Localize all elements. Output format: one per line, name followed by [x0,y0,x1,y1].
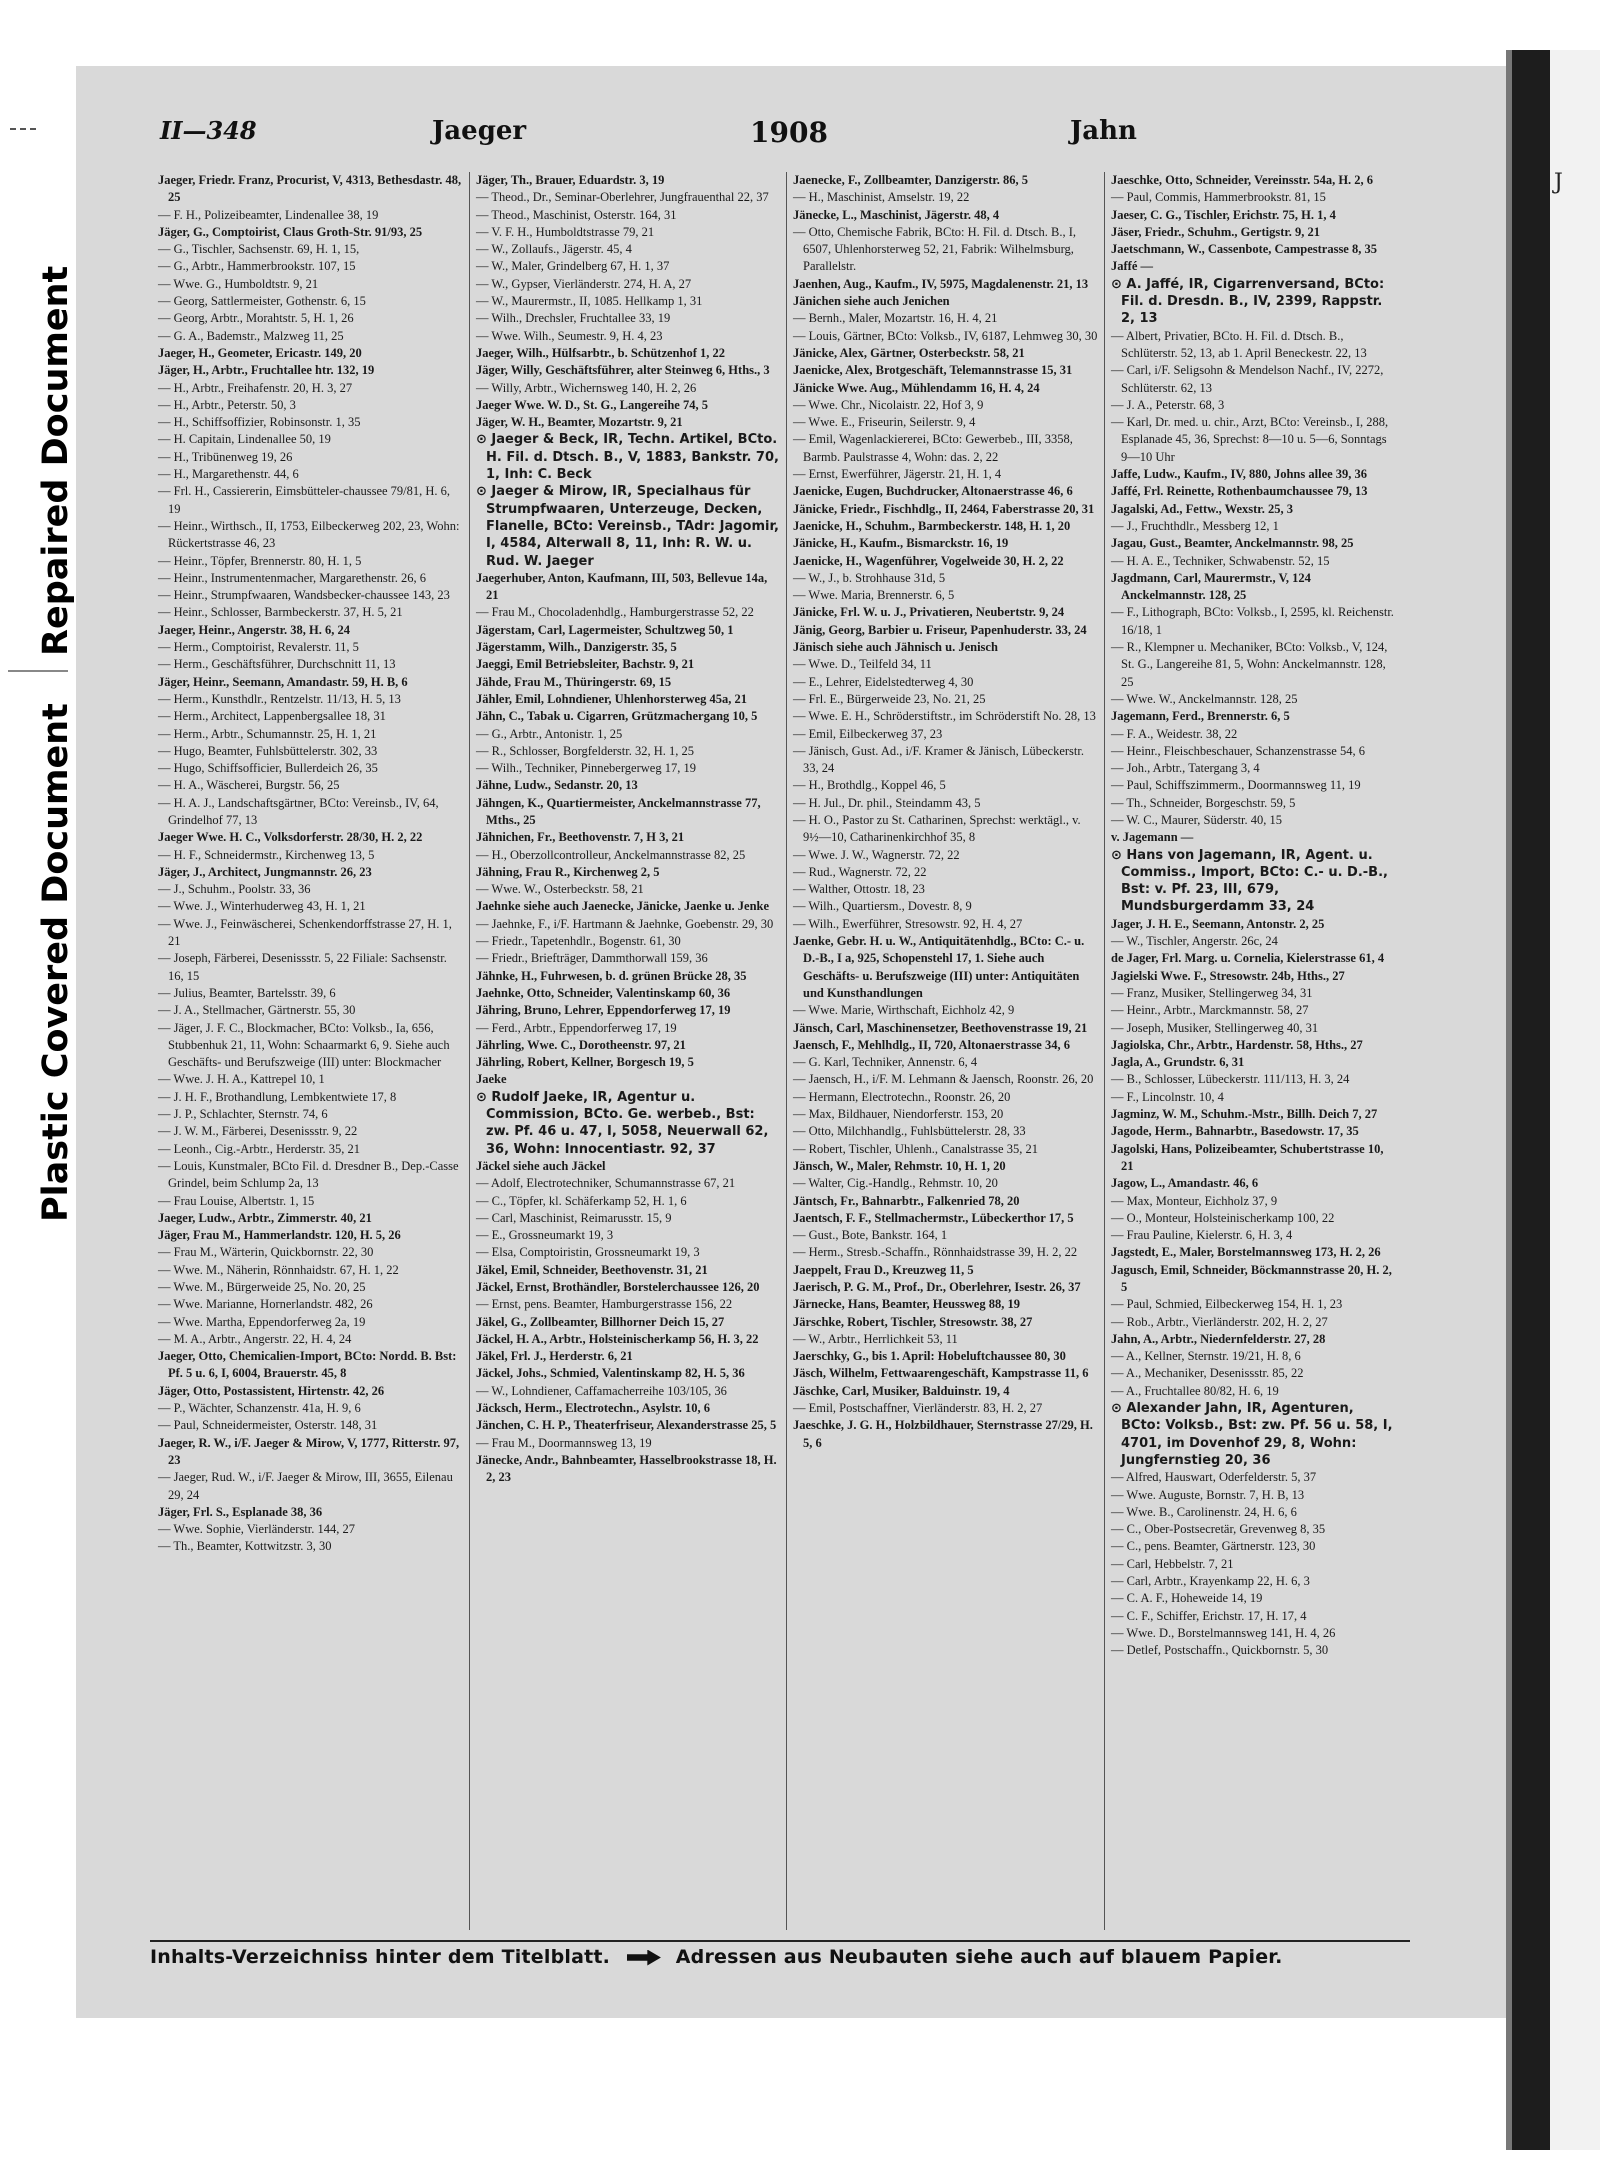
directory-entry: Jaenicke, Alex, Brotgeschäft, Telemannstrasse 15, 31 [793,363,1073,378]
directory-entry: Jäcksch, Herm., Electrotechn., Asylstr. 10, 6 [476,1401,711,1416]
directory-entry: Jäckel, Ernst, Brothändler, Borstelerchaussee 126, 20 [476,1280,760,1294]
directory-entry: — Willy, Arbtr., Wichernsweg 140, H. 2, 26 [476,380,697,395]
directory-entry: — Rob., Arbtr., Vierländerstr. 202, H. 2, 27 [1111,1314,1328,1329]
directory-entry: — Walter, Cig.-Handlg., Rehmstr. 10, 20 [793,1176,998,1191]
directory-entry: Jaeggi, Emil Betriebsleiter, Bachstr. 9, 21 [476,657,695,672]
directory-entry: — Georg, Sattlermeister, Gothenstr. 6, 15 [158,294,366,309]
directory-entry: — Wilh., Drechsler, Fruchtallee 33, 19 [476,311,671,326]
page-footer [150,1940,1410,1968]
directory-column-3 [786,172,1104,1930]
directory-entry: — Carl, Maschinist, Reimarusstr. 15, 9 [476,1210,672,1225]
directory-entry: Jagau, Gust., Beamter, Anckelmannstr. 98, 25 [1111,536,1354,551]
directory-entry: — Herm., Kunsthdlr., Rentzelstr. 11/13, H. 5, 13 [158,691,401,706]
directory-entry: — H. A. J., Landschaftsgärtner, BCto: Vereinsb., IV, 64, Grindelhof 77, 13 [158,795,439,827]
directory-entry: Jänsch, W., Maler, Rehmstr. 10, H. 1, 20 [793,1158,1006,1173]
directory-entry: — Wwe. W., Osterbeckstr. 58, 21 [476,882,644,897]
directory-column-4 [1104,172,1400,1930]
directory-entry: Jagminz, W. M., Schuhm.-Mstr., Billh. Deich 7, 27 [1111,1107,1378,1122]
directory-entry: — Wwe. Maria, Brennerstr. 6, 5 [793,588,955,603]
directory-entry: — J. A., Peterstr. 68, 3 [1111,397,1225,412]
directory-entry: — Paul, Schmied, Eilbeckerweg 154, H. 1, 23 [1111,1297,1343,1312]
directory-entry: — H., Arbtr., Peterstr. 50, 3 [158,397,296,412]
directory-entry: Jäschke, Carl, Musiker, Balduinstr. 19, 4 [793,1383,1010,1398]
directory-entry: — Herm., Architect, Lappenbergsallee 18, 31 [158,709,386,724]
directory-entry: — Heinr., Arbtr., Marckmannstr. 58, 27 [1111,1003,1309,1018]
directory-entry: — Paul, Schneidermeister, Osterstr. 148, 31 [158,1418,378,1433]
directory-column-1 [152,172,469,1930]
pointing-hand-icon [627,1950,661,1966]
directory-entry: — V. F. H., Humboldtstrasse 79, 21 [476,224,655,239]
directory-entry: Jaetschmann, W., Cassenbote, Campestrasse 8, 35 [1111,242,1377,257]
directory-entry: Jäser, Friedr., Schuhm., Gertigstr. 9, 21 [1111,224,1321,239]
directory-entry: — H. O., Pastor zu St. Catharinen, Sprechst: werktägl., v. 9½—10, Catharinenkirchhof 35, 8 [793,812,1081,845]
firm-entry: ⊙ Hans von Jagemann, IR, Agent. u. Commiss., Import, BCto: C.- u. D.-B., Bst: v. Pf. 23, III, 679, Mundsburgerdamm 33, 24 [1111,847,1388,915]
footer-line [150,1946,1410,1968]
directory-entry: Jaenecke, F., Zollbeamter, Danzigerstr. 86, 5 [793,173,1029,187]
directory-entry: — O., Monteur, Holsteinischerkamp 100, 22 [1111,1210,1335,1225]
divider [8,670,68,672]
directory-entry: Jährling, Wwe. C., Dorotheenstr. 97, 21 [476,1037,686,1052]
directory-entry: — Herm., Arbtr., Schumannstr. 25, H. 1, 21 [158,726,377,741]
directory-entry: — F. A., Weidestr. 38, 22 [1111,726,1238,741]
directory-entry: Jagdmann, Carl, Maurermstr., V, 124 Anckelmannstr. 128, 25 [1111,570,1311,603]
directory-entry: — Gust., Bote, Bankstr. 164, 1 [793,1228,948,1243]
directory-entry: Jahn, A., Arbtr., Niedernfelderstr. 27, 28 [1111,1331,1326,1346]
directory-entry: — Wwe. G., Humboldtstr. 9, 21 [158,276,319,291]
directory-entry: Jaensch, F., Mehlhdlg., II, 720, Altonaerstrasse 34, 6 [793,1037,1070,1052]
directory-entry: — Ernst, Ewerführer, Jägerstr. 21, H. 1, 4 [793,467,1002,482]
firm-entry: ⊙ A. Jaffé, IR, Cigarrenversand, BCto: Fil. d. Dresdn. B., IV, 2399, Rappstr. 2, 13 [1111,276,1385,327]
firm-entry: ⊙ Jaeger & Mirow, IR, Specialhaus für Strumpfwaaren, Unterzeuge, Decken, Flanelle, BCto: Vereinsb., TAdr: Jagomir, I, 4584, Alterwall 8, 11, Inh: R. W. u. Rud. W. Jaeger [476,484,779,569]
directory-entry: Jänicke, Alex, Gärtner, Osterbeckstr. 58, 21 [793,345,1025,360]
directory-entry: Jaentsch, F. F., Stellmachermstr., Lübeckerthor 17, 5 [793,1210,1074,1225]
directory-entry: — Friedr., Tapetenhdlr., Bogenstr. 61, 30 [476,934,681,949]
directory-entry: — Theod., Maschinist, Osterstr. 164, 31 [476,207,677,222]
directory-entry: — H. F., Schneidermstr., Kirchenweg 13, 5 [158,847,375,862]
directory-entry: Jäger, Th., Brauer, Eduardstr. 3, 19 [476,173,665,187]
directory-entry: — Detlef, Postschaffn., Quickbornstr. 5, 30 [1111,1643,1329,1658]
directory-entry: — H. Jul., Dr. phil., Steindamm 43, 5 [793,795,981,810]
directory-entry: — Heinr., Schlosser, Barmbeckerstr. 37, H. 5, 21 [158,605,403,620]
directory-entry: — Carl, Arbtr., Krayenkamp 22, H. 6, 3 [1111,1574,1310,1589]
directory-entry: Jähler, Emil, Lohndiener, Uhlenhorsterweg 45a, 21 [476,691,747,706]
directory-entry: — Otto, Chemische Fabrik, BCto: H. Fil. d. Dtsch. B., I, 6507, Uhlenhorsterweg 52, 21, Fabrik: Wilhelmsburg, Parallelstr. [793,224,1076,274]
directory-column-2 [469,172,786,1930]
directory-entry: Järnecke, Hans, Beamter, Heussweg 88, 19 [793,1297,1020,1312]
directory-entry: Jäger, Frau M., Hammerlandstr. 120, H. 5, 26 [158,1228,401,1243]
directory-entry: — W., Tischler, Angerstr. 26c, 24 [1111,934,1278,949]
directory-entry: — Wwe. J. W., Wagnerstr. 72, 22 [793,847,960,862]
directory-entry: — Heinr., Strumpfwaaren, Wandsbecker-chaussee 143, 23 [158,588,450,603]
directory-entry: — Heinr., Töpfer, Brennerstr. 80, H. 1, 5 [158,553,362,568]
directory-columns [152,172,1400,1930]
directory-entry: — Frau Pauline, Kielerstr. 6, H. 3, 4 [1111,1228,1293,1243]
directory-entry: Jaeger Wwe. W. D., St. G., Langereihe 74, 5 [476,397,708,412]
directory-entry: Jänicke, Friedr., Fischhdlg., II, 2464, Faberstrasse 20, 31 [793,501,1095,516]
directory-entry: — Leonh., Cig.-Arbtr., Herderstr. 35, 21 [158,1141,361,1156]
directory-entry: Jähn, C., Tabak u. Cigarren, Grützmachergang 10, 5 [476,709,758,724]
directory-entry: — H., Arbtr., Freihafenstr. 20, H. 3, 27 [158,380,353,395]
scan-binding-edge [1512,50,1550,2150]
directory-entry: Jänicke, H., Kaufm., Bismarckstr. 16, 19 [793,536,1009,551]
directory-entry: Jäger, Frl. S., Esplanade 38, 36 [158,1504,323,1519]
directory-entry: — Elsa, Comptoiristin, Grossneumarkt 19, 3 [476,1245,700,1260]
directory-entry: Jägerstamm, Wilh., Danzigerstr. 35, 5 [476,640,677,655]
directory-entry: — Jäger, J. F. C., Blockmacher, BCto: Volksb., Ia, 656, Stubbenhuk 21, 11, Wohn: Schaarmarkt 6, 9. Siehe auch Geschäfts- und Berufszweige (III) unter: Blockmacher [158,1020,450,1070]
directory-entry: — Frau M., Chocoladenhdlg., Hamburgerstrasse 52, 22 [476,605,754,620]
directory-entry: — Rud., Wagnerstr. 72, 22 [793,864,927,879]
directory-entry: Jaeger, Friedr. Franz, Procurist, V, 4313, Bethesdastr. 48, 25 [158,173,462,205]
directory-entry: Jäger, W. H., Beamter, Mozartstr. 9, 21 [476,415,683,430]
directory-entry: — H., Schiffsoffizier, Robinsonstr. 1, 35 [158,415,361,430]
directory-entry: — Wwe. J., Winterhuderweg 43, H. 1, 21 [158,899,366,914]
directory-entry: — Otto, Milchhandlg., Fuhlsbüttelerstr. 28, 33 [793,1124,1026,1139]
directory-entry: — Herm., Comptoirist, Revalerstr. 11, 5 [158,640,359,655]
directory-entry: — Th., Beamter, Kottwitzstr. 3, 30 [158,1539,332,1554]
directory-entry: — W., Gypser, Vierländerstr. 274, H. A, 27 [476,276,692,291]
directory-entry: — J. W. M., Färberei, Desenissstr. 9, 22 [158,1124,358,1139]
directory-entry: Jagode, Herm., Bahnarbtr., Basedowstr. 17, 35 [1111,1124,1359,1139]
directory-entry: — J. H. F., Brothandlung, Lembkentwiete 17, 8 [158,1089,397,1104]
directory-entry: — C. F., Schiffer, Erichstr. 17, H. 17, 4 [1111,1608,1307,1623]
directory-entry: — J., Schuhm., Poolstr. 33, 36 [158,882,311,897]
directory-entry: — J. A., Stellmacher, Gärtnerstr. 55, 30 [158,1003,356,1018]
directory-entry: — W., Zollaufs., Jägerstr. 45, 4 [476,242,632,257]
directory-entry: Jaenicke, H., Wagenführer, Vogelweide 30, H. 2, 22 [793,553,1064,568]
directory-entry: — H., Brothdlg., Koppel 46, 5 [793,778,946,793]
directory-entry: Jagolski, Hans, Polizeibeamter, Schubertstrasse 10, 21 [1111,1141,1384,1173]
directory-entry: Jäger, Heinr., Seemann, Amandastr. 59, H. B, 6 [158,674,408,689]
directory-entry: — M. A., Arbtr., Angerstr. 22, H. 4, 24 [158,1331,352,1346]
directory-entry: — Frau M., Doormannsweg 13, 19 [476,1435,652,1450]
directory-entry: Jagalski, Ad., Fettw., Wexstr. 25, 3 [1111,501,1293,516]
directory-entry: — Ernst, pens. Beamter, Hamburgerstrasse 156, 22 [476,1297,733,1312]
directory-entry: — Max, Monteur, Eichholz 37, 9 [1111,1193,1278,1208]
directory-entry: Jähring, Bruno, Lehrer, Eppendorferweg 17, 19 [476,1003,731,1018]
directory-entry: — Emil, Wagenlackiererei, BCto: Gewerbeb., III, 3358, Barmb. Paulstrasse 4, Wohn: das. 2, 22 [793,432,1073,464]
directory-entry: — B., Schlosser, Lübeckerstr. 111/113, H. 3, 24 [1111,1072,1350,1087]
directory-entry: — W., Arbtr., Herrlichkeit 53, 11 [793,1331,958,1346]
directory-entry: — Friedr., Briefträger, Dammthorwall 159, 36 [476,951,708,966]
directory-entry: — Wilh., Ewerführer, Stresowstr. 92, H. 4, 27 [793,916,1023,931]
directory-entry: — Carl, i/F. Seligsohn & Mendelson Nachf., IV, 2272, Schlüterstr. 62, 13 [1111,363,1384,395]
directory-entry: — Georg, Arbtr., Morahtstr. 5, H. 1, 26 [158,311,354,326]
directory-entry: — Wwe. J., Feinwäscherei, Schenkendorffstrasse 27, H. 1, 21 [158,916,452,949]
next-page-strip [1550,50,1600,2150]
directory-entry: — C., Töpfer, kl. Schäferkamp 52, H. 1, 6 [476,1193,687,1208]
directory-entry: — Emil, Postschaffner, Vierländerstr. 83, H. 2, 27 [793,1401,1043,1416]
directory-entry: — Albert, Privatier, BCto. H. Fil. d. Dtsch. B., Schlüterstr. 52, 13, ab 1. April Beneckestr. 22, 13 [1111,328,1367,360]
directory-entry: Jaeppelt, Frau D., Kreuzweg 11, 5 [793,1262,974,1277]
directory-entry: Jaeke [476,1072,507,1087]
firm-entry: ⊙ Rudolf Jaeke, IR, Agentur u. Commission, BCto. Ge. werbeb., Bst: zw. Pf. 46 u. 47, I, 5058, Neuerwall 62, 36, Wohn: Innocentiastr. 92, 37 [476,1089,769,1157]
directory-entry: — Wilh., Techniker, Pinnebergerweg 17, 19 [476,761,696,776]
directory-entry: Jänecke, L., Maschinist, Jägerstr. 48, 4 [793,207,1000,222]
directory-entry: — E., Grossneumarkt 19, 3 [476,1228,614,1243]
directory-entry: — Adolf, Electrotechniker, Schumannstrasse 67, 21 [476,1176,736,1191]
directory-entry: — Jaeger, Rud. W., i/F. Jaeger & Mirow, III, 3655, Eilenau 29, 24 [158,1470,453,1502]
directory-entry: — F. H., Polizeibeamter, Lindenallee 38, 19 [158,207,379,222]
directory-entry: — Heinr., Wirthsch., II, 1753, Eilbeckerweg 202, 23, Wohn: Rückertstrasse 46, 23 [158,518,460,551]
directory-entry: — Hermann, Electrotechn., Roonstr. 26, 20 [793,1089,1011,1104]
directory-entry: — Wwe. J. H. A., Kattrepel 10, 1 [158,1072,325,1087]
directory-entry: — Jaensch, H., i/F. M. Lehmann & Jaensch, Roonstr. 26, 20 [793,1072,1094,1087]
directory-entry: — Wwe. B., Carolinenstr. 24, H. 6, 6 [1111,1504,1297,1519]
directory-entry: Jaeger Wwe. H. C., Volksdorferstr. 28/30, H. 2, 22 [158,830,423,845]
page-header [150,116,1420,156]
directory-entry: — Wwe. Martha, Eppendorferweg 2a, 19 [158,1314,366,1329]
directory-entry: — H., Tribünenweg 19, 26 [158,449,293,464]
directory-entry: — Heinr., Fleischbeschauer, Schanzenstrasse 54, 6 [1111,743,1365,758]
footer-contents-note: Inhalts-Verzeichniss hinter dem Titelblatt. [150,1946,611,1968]
directory-entry: Jänecke, Andr., Bahnbeamter, Hasselbrookstrasse 18, H. 2, 23 [476,1452,777,1485]
directory-entry: Jäntsch, Fr., Bahnarbtr., Falkenried 78, 20 [793,1193,1020,1208]
repaired-document-label: Repaired Document [36,265,76,656]
next-page-glyph: J [1554,170,1563,195]
directory-entry: Jagiolska, Chr., Arbtr., Hardenstr. 58, Hths., 27 [1111,1037,1363,1052]
directory-entry: — W., Lohndiener, Caffamacherreihe 103/105, 36 [476,1383,727,1398]
directory-entry: Jäger, J., Architect, Jungmannstr. 26, 23 [158,864,372,879]
directory-entry: Jaenicke, H., Schuhm., Barmbeckerstr. 148, H. 1, 20 [793,518,1071,533]
directory-entry: — Wwe. D., Borstelmannsweg 141, H. 4, 26 [1111,1625,1336,1640]
dashed-rule [10,128,36,130]
directory-entry: Jäger, H., Arbtr., Fruchtallee htr. 132, 19 [158,363,375,378]
directory-entry: Jager, J. H. E., Seemann, Antonstr. 2, 25 [1111,916,1325,931]
directory-entry: — Wwe. Chr., Nicolaistr. 22, Hof 3, 9 [793,397,984,412]
directory-entry: — Walther, Ottostr. 18, 23 [793,882,925,897]
directory-entry: — H. A., Wäscherei, Burgstr. 56, 25 [158,778,340,793]
directory-entry: — Wwe. E. H., Schröderstiftstr., im Schröderstift No. 28, 13 [793,709,1096,724]
side-label-strip [0,0,76,2177]
directory-entry: — G., Arbtr., Hammerbrookstr. 107, 15 [158,259,356,274]
directory-entry: — G., Arbtr., Antonistr. 1, 25 [476,726,623,741]
directory-entry: Jaeger, H., Geometer, Ericastr. 149, 20 [158,345,362,360]
directory-entry: — G., Tischler, Sachsenstr. 69, H. 1, 15, [158,242,360,257]
directory-entry: — Wwe. Wilh., Seumestr. 9, H. 4, 23 [476,328,663,343]
directory-entry: Jänicke, Frl. W. u. J., Privatieren, Neubertstr. 9, 24 [793,605,1065,620]
directory-entry: — C., Ober-Postsecretär, Grevenweg 8, 35 [1111,1522,1326,1537]
directory-entry: — Julius, Beamter, Bartelsstr. 39, 6 [158,985,336,1000]
directory-entry: Jaeger, Wilh., Hülfsarbtr., b. Schützenhof 1, 22 [476,345,725,360]
directory-entry: Jaeschke, J. G. H., Holzbildhauer, Sternstrasse 27/29, H. 5, 6 [793,1418,1093,1450]
directory-entry: Jäger, Willy, Geschäftsführer, alter Steinweg 6, Hths., 3 [476,363,770,378]
directory-entry: — F., Lincolnstr. 10, 4 [1111,1089,1224,1104]
directory-entry: Jaehnke, Otto, Schneider, Valentinskamp 60, 36 [476,985,731,1000]
directory-entry: — Heinr., Instrumentenmacher, Margarethenstr. 26, 6 [158,570,426,585]
directory-entry: Jaenke, Gebr. H. u. W., Antiquitätenhdlg., BCto: C.- u. D.-B., I a, 925, Schopenstehl 17, 1. Siehe auch Geschäfts- u. Berufszweige (III) unter: Antiquitäten und Kunsthandlungen [793,934,1085,1000]
directory-entry: — Paul, Commis, Hammerbrookstr. 81, 15 [1111,190,1326,205]
directory-entry: Jaeschke, Otto, Schneider, Vereinsstr. 54a, H. 2, 6 [1111,173,1374,187]
directory-entry: Järschke, Robert, Tischler, Stresowstr. 38, 27 [793,1314,1033,1329]
directory-entry: — Carl, Hebbelstr. 7, 21 [1111,1556,1234,1571]
directory-entry: — G. Karl, Techniker, Annenstr. 6, 4 [793,1055,978,1070]
directory-entry: de Jager, Frl. Marg. u. Cornelia, Kielerstrasse 61, 4 [1111,951,1385,966]
directory-entry: Jaffe, Ludw., Kaufm., IV, 880, Johns allee 39, 36 [1111,467,1368,482]
directory-entry: Jäger, Otto, Postassistent, Hirtenstr. 42, 26 [158,1383,385,1398]
directory-entry: Jagstedt, E., Maler, Borstelmannsweg 173, H. 2, 26 [1111,1245,1381,1260]
directory-entry: Jaeger, Heinr., Angerstr. 38, H. 6, 24 [158,622,351,637]
directory-entry: — Wilh., Quartiersm., Dovestr. 8, 9 [793,899,972,914]
directory-entry: — Louis, Gärtner, BCto: Volksb., IV, 6187, Lehmweg 30, 30 [793,328,1098,343]
directory-entry: — C. A. F., Hoheweide 14, 19 [1111,1591,1263,1606]
plastic-covered-document-label: Plastic Covered Document [36,703,76,1222]
directory-entry: Jaeser, C. G., Tischler, Erichstr. 75, H. 1, 4 [1111,207,1336,222]
directory-entry: — Franz, Musiker, Stellingerweg 34, 31 [1111,985,1313,1000]
directory-entry: Jäkel, G., Zollbeamter, Billhorner Deich 15, 27 [476,1314,725,1329]
directory-entry: Jähnichen, Fr., Beethovenstr. 7, H 3, 21 [476,830,685,845]
directory-entry: Jänig, Georg, Barbier u. Friseur, Papenhuderstr. 33, 24 [793,622,1087,637]
directory-entry: Jaehnke siehe auch Jaenecke, Jänicke, Jaenke u. Jenke [476,899,770,914]
directory-entry: Jähde, Frau M., Thüringerstr. 69, 15 [476,674,672,689]
directory-entry: — H., Oberzollcontrolleur, Anckelmannstrasse 82, 25 [476,847,746,862]
directory-entry: Jähne, Ludw., Sedanstr. 20, 13 [476,778,638,793]
directory-entry: Jäckel, H. A., Arbtr., Holsteinischerkamp 56, H. 3, 22 [476,1331,759,1346]
firm-entry: ⊙ Alexander Jahn, IR, Agenturen, BCto: Volksb., Bst: zw. Pf. 56 u. 58, I, 4701, im Dovenhof 29, 8, Wohn: Jungfernstieg 20, 36 [1111,1401,1393,1468]
directory-entry: — Frau M., Wärterin, Quickbornstr. 22, 30 [158,1245,374,1260]
directory-entry: — Frl. E., Bürgerweide 23, No. 21, 25 [793,691,986,706]
directory-entry: — Wwe. M., Näherin, Rönnhaidstr. 67, H. 1, 22 [158,1262,399,1277]
directory-entry: Jänichen siehe auch Jenichen [793,294,950,309]
directory-entry: Jäkel, Frl. J., Herderstr. 6, 21 [476,1349,633,1364]
directory-entry: — Herm., Geschäftsführer, Durchschnitt 11, 13 [158,657,396,672]
directory-entry: — Wwe. M., Bürgerweide 25, No. 20, 25 [158,1280,366,1294]
directory-entry: Jagla, A., Grundstr. 6, 31 [1111,1055,1245,1070]
directory-entry: Jäkel, Emil, Schneider, Beethovenstr. 31, 21 [476,1262,708,1277]
directory-entry: — Bernh., Maler, Mozartstr. 16, H. 4, 21 [793,311,998,326]
directory-entry: Jaerschky, G., bis 1. April: Hobeluftchaussee 80, 30 [793,1349,1066,1364]
directory-entry: — Robert, Tischler, Uhlenh., Canalstrasse 35, 21 [793,1141,1038,1156]
directory-entry: — Joseph, Färberei, Desenissstr. 5, 22 Filiale: Sachsenstr. 16, 15 [158,951,447,983]
directory-entry: Jäckel, Johs., Schmied, Valentinskamp 82, H. 5, 36 [476,1366,745,1381]
directory-entry: — Herm., Stresb.-Schaffn., Rönnhaidstrasse 39, H. 2, 22 [793,1245,1078,1260]
directory-entry: — H. A. E., Techniker, Schwabenstr. 52, 15 [1111,553,1330,568]
header-year: 1908 [750,116,828,149]
directory-entry: Jähnke, H., Fuhrwesen, b. d. grünen Brücke 28, 35 [476,968,747,983]
directory-entry: Jaffé, Frl. Reinette, Rothenbaumchaussee 79, 13 [1111,484,1368,499]
directory-entry: — A., Fruchtallee 80/82, H. 6, 19 [1111,1383,1279,1398]
directory-entry: — Alfred, Hauswart, Oderfelderstr. 5, 37 [1111,1470,1317,1485]
page-number: II—348 [160,116,257,145]
directory-entry: Jänisch siehe auch Jähnisch u. Jenisch [793,640,998,655]
directory-entry: — Frl. H., Cassiererin, Eimsbütteler-chaussee 79/81, H. 6, 19 [158,484,451,516]
directory-entry: — A., Mechaniker, Desenissstr. 85, 22 [1111,1366,1304,1381]
directory-entry: — Th., Schneider, Borgeschstr. 59, 5 [1111,795,1296,810]
directory-entry: Jaegerhuber, Anton, Kaufmann, III, 503, Bellevue 14a, 21 [476,570,768,603]
directory-entry: — Karl, Dr. med. u. chir., Arzt, BCto: Vereinsb., I, 288, Esplanade 45, 36, Sprechst: 8—10 u. 5—6, Sonntags 9—10 Uhr [1111,415,1389,464]
directory-entry: Jäger, G., Comptoirist, Claus Groth-Str. 91/93, 25 [158,224,423,239]
directory-entry: — W., Maler, Grindelberg 67, H. 1, 37 [476,259,670,274]
directory-entry: Jaenhen, Aug., Kaufm., IV, 5975, Magdalenenstr. 21, 13 [793,276,1089,291]
directory-entry: Jaeger, R. W., i/F. Jaeger & Mirow, V, 1777, Ritterstr. 97, 23 [158,1435,460,1467]
directory-entry: — Hugo, Beamter, Fuhlsbüttelerstr. 302, 33 [158,743,378,758]
directory-entry: Jaeger, Ludw., Arbtr., Zimmerstr. 40, 21 [158,1210,372,1225]
directory-entry: — Wwe. D., Teilfeld 34, 11 [793,657,932,672]
directory-entry: — Ferd., Arbtr., Eppendorferweg 17, 19 [476,1020,677,1035]
directory-entry: — G. A., Bademstr., Malzweg 11, 25 [158,328,344,343]
directory-entry: — Max, Bildhauer, Niendorferstr. 153, 20 [793,1107,1004,1122]
directory-entry: v. Jagemann — [1111,830,1194,845]
directory-entry: Jänchen, C. H. P., Theaterfriseur, Alexanderstrasse 25, 5 [476,1418,777,1433]
directory-entry: Jägerstam, Carl, Lagermeister, Schultzweg 50, 1 [476,622,734,637]
directory-entry: Jaffé — [1111,259,1153,274]
directory-entry: Jänicke Wwe. Aug., Mühlendamm 16, H. 4, 24 [793,380,1040,395]
footer-new-buildings-note: Adressen aus Neubauten siehe auch auf blauem Papier. [675,1946,1283,1968]
directory-entry: — Wwe. Marie, Wirthschaft, Eichholz 42, 9 [793,1003,1015,1018]
directory-entry: — Frau Louise, Albertstr. 1, 15 [158,1193,315,1208]
header-last-name: Jahn [1070,116,1137,146]
directory-entry: — A., Kellner, Sternstr. 19/21, H. 8, 6 [1111,1349,1301,1364]
header-first-name: Jaeger [432,116,527,146]
directory-entry: — Jaehnke, F., i/F. Hartmann & Jaehnke, Goebenstr. 29, 30 [476,916,774,931]
directory-entry: — P., Wächter, Schanzenstr. 41a, H. 9, 6 [158,1401,361,1416]
directory-entry: Jaerisch, P. G. M., Prof., Dr., Oberlehrer, Isestr. 26, 37 [793,1280,1081,1294]
directory-entry: — Wwe. E., Friseurin, Seilerstr. 9, 4 [793,415,976,430]
directory-entry: Jaeger, Otto, Chemicalien-Import, BCto: Nordd. B. Bst: Pf. 5 u. 6, I, 6004, Brauerstr. 45, 8 [158,1349,457,1381]
directory-entry: — C., pens. Beamter, Gärtnerstr. 123, 30 [1111,1539,1316,1554]
directory-entry: — W., J., b. Strohhause 31d, 5 [793,570,946,585]
directory-entry: Jaenicke, Eugen, Buchdrucker, Altonaerstrasse 46, 6 [793,484,1073,499]
firm-entry: ⊙ Jaeger & Beck, IR, Techn. Artikel, BCto. H. Fil. d. Dtsch. B., V, 1883, Bankstr. 70, 1, Inh: C. Beck [476,432,779,483]
directory-entry: — Joh., Arbtr., Tatergang 3, 4 [1111,761,1260,776]
directory-entry: Jähning, Frau R., Kirchenweg 2, 5 [476,864,660,879]
directory-entry: — R., Schlosser, Borgfelderstr. 32, H. 1, 25 [476,743,695,758]
directory-entry: Jäckel siehe auch Jäckel [476,1158,606,1173]
directory-entry: — Emil, Eilbeckerweg 37, 23 [793,726,943,741]
directory-entry: Jährling, Robert, Kellner, Borgesch 19, 5 [476,1055,694,1070]
directory-entry: — Wwe. W., Anckelmannstr. 128, 25 [1111,691,1298,706]
directory-entry: — W. C., Maurer, Süderstr. 40, 15 [1111,812,1283,827]
directory-entry: — H., Maschinist, Amselstr. 19, 22 [793,190,970,205]
directory-entry: — Hugo, Schiffsofficier, Bullerdeich 26, 35 [158,761,378,776]
directory-entry: — Paul, Schiffszimmerm., Doormannsweg 11, 19 [1111,778,1361,793]
directory-entry: — F., Lithograph, BCto: Volksb., I, 2595, kl. Reichenstr. 16/18, 1 [1111,605,1394,637]
directory-entry: Jagielski Wwe. F., Stresowstr. 24b, Hths., 27 [1111,968,1345,983]
directory-entry: — J., Fruchthdlr., Messberg 12, 1 [1111,518,1279,533]
directory-entry: Jagow, L., Amandastr. 46, 6 [1111,1176,1259,1191]
directory-entry: — W., Maurermstr., II, 1085. Hellkamp 1, 31 [476,294,703,309]
directory-entry: — Joseph, Musiker, Stellingerweg 40, 31 [1111,1020,1319,1035]
directory-entry: — Wwe. Marianne, Hornerlandstr. 482, 26 [158,1297,373,1312]
directory-entry: — Jänisch, Gust. Ad., i/F. Kramer & Jänisch, Lübeckerstr. 33, 24 [793,743,1084,776]
directory-entry: Jagemann, Ferd., Brennerstr. 6, 5 [1111,709,1290,724]
directory-entry: — H., Margarethenstr. 44, 6 [158,467,299,482]
directory-entry: — Louis, Kunstmaler, BCto Fil. d. Dresdner B., Dep.-Casse Grindel, beim Schlump 2a, 13 [158,1158,459,1191]
directory-entry: Jänsch, Carl, Maschinensetzer, Beethovenstrasse 19, 21 [793,1020,1088,1035]
directory-entry: — R., Klempner u. Mechaniker, BCto: Volksb., V, 124, St. G., Langereihe 81, 5, Wohn: Anckelmannstr. 128, 25 [1111,640,1388,689]
directory-entry: — Theod., Dr., Seminar-Oberlehrer, Jungfrauenthal 22, 37 [476,190,769,205]
directory-entry: — Wwe. Auguste, Bornstr. 7, H. B, 13 [1111,1487,1305,1502]
directory-entry: — J. P., Schlachter, Sternstr. 74, 6 [158,1107,328,1122]
directory-entry: — H. Capitain, Lindenallee 50, 19 [158,432,331,447]
directory-entry: Jähngen, K., Quartiermeister, Anckelmannstrasse 77, Mths., 25 [476,795,761,827]
directory-entry: — E., Lehrer, Eidelstedterweg 4, 30 [793,674,974,689]
directory-entry: — Wwe. Sophie, Vierländerstr. 144, 27 [158,1522,356,1537]
directory-entry: Jagusch, Emil, Schneider, Böckmannstrasse 20, H. 2, 5 [1111,1262,1392,1294]
directory-entry: Jäsch, Wilhelm, Fettwaarengeschäft, Kampstrasse 11, 6 [793,1366,1089,1381]
